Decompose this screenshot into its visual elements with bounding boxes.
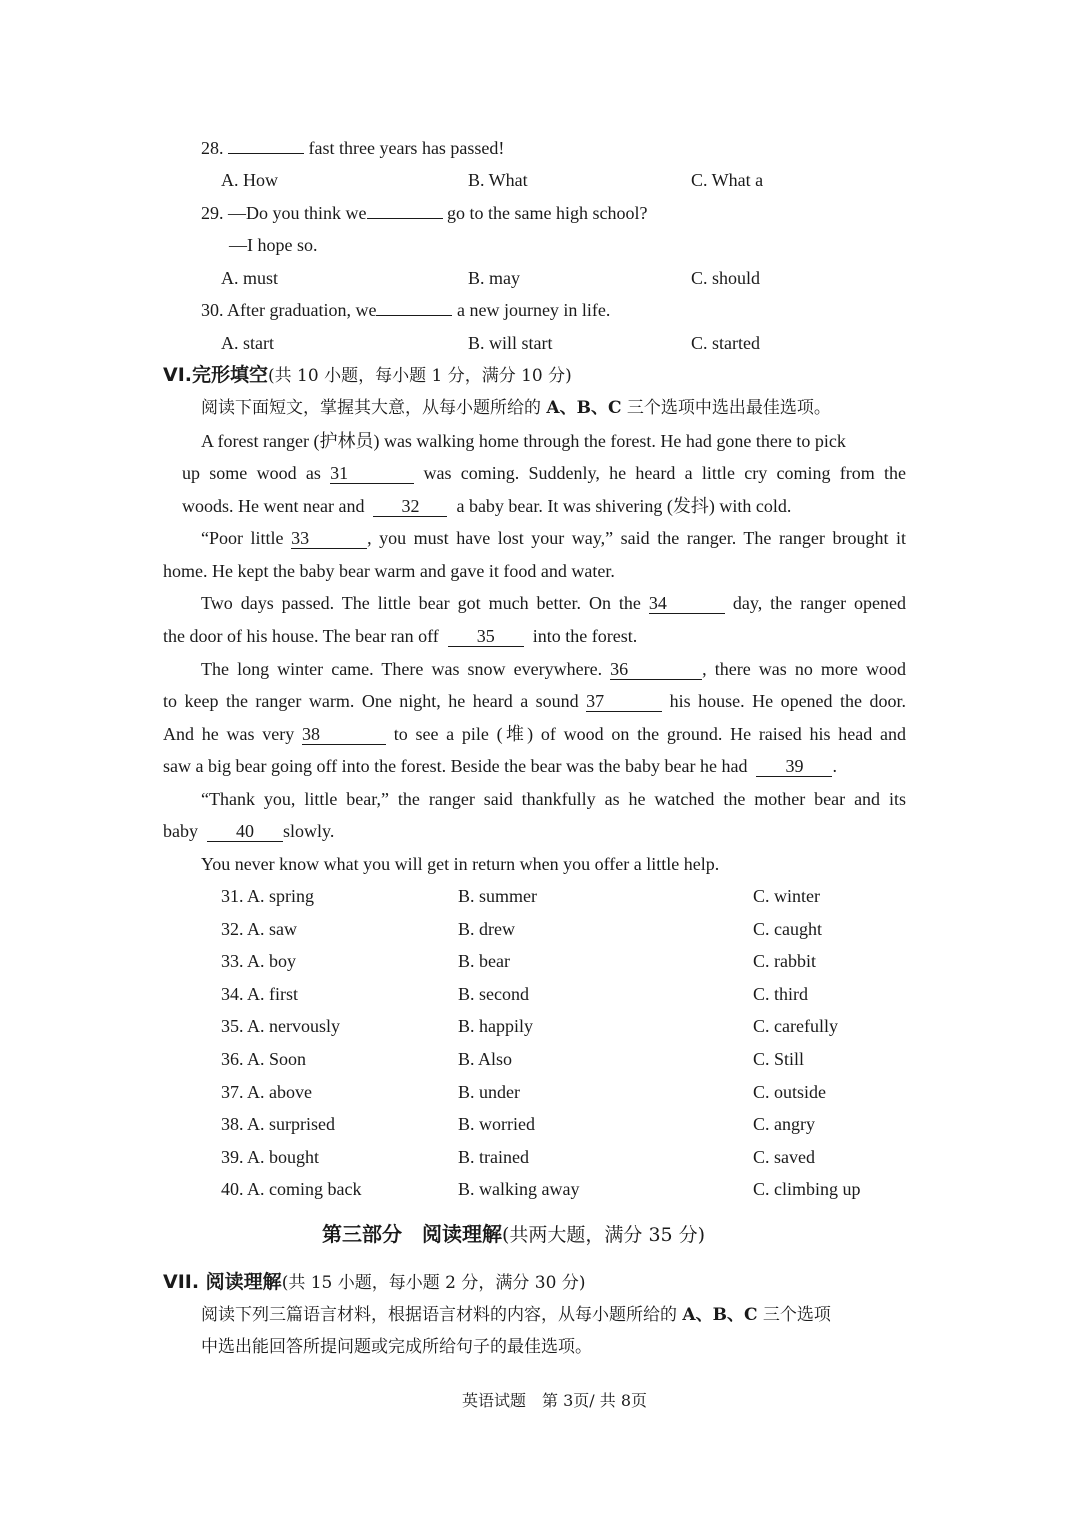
- option-b: B. worried: [458, 1114, 535, 1135]
- passage-text: baby: [163, 821, 198, 841]
- question-stem: go to the same high school?: [447, 203, 648, 223]
- passage-text: The long winter came. There was snow everywhere.: [201, 659, 603, 679]
- option-b: B. summer: [458, 886, 537, 906]
- question-28: [201, 136, 504, 160]
- passage-text: day, the ranger opened: [732, 593, 907, 613]
- passage-text: to see a pile (堆) of wood on the ground. He raised his head and: [393, 724, 907, 744]
- passage-line: [163, 689, 906, 713]
- passage-text: woods. He went near and: [182, 496, 365, 516]
- passage-text: up some wood as: [182, 463, 321, 483]
- option-a: A. must: [221, 268, 279, 288]
- passage-text: into the forest.: [532, 626, 638, 646]
- passage-text: “Poor little: [201, 528, 284, 548]
- passage-line: [182, 461, 906, 485]
- option-c: C. rabbit: [753, 951, 816, 972]
- option-a: 34. A. first: [221, 983, 299, 1004]
- option-c: C. climbing up: [753, 1179, 861, 1200]
- instruction-text: 阅读下列三篇语言材料，根据语言材料的内容，从每小题所给的: [201, 1305, 683, 1325]
- option-c: C. started: [691, 333, 760, 353]
- instruction-text: 阅读下面短文，掌握其大意，从每小题所给的: [201, 398, 547, 418]
- instruction-text: 三个选项中选出最佳选项。: [621, 398, 831, 418]
- cloze-blank: 31: [330, 463, 414, 484]
- option-a: 35. A. nervously: [221, 1016, 340, 1037]
- passage-text: was coming. Suddenly, he heard a little cry coming from the: [423, 463, 907, 483]
- option-a: A. How: [221, 170, 278, 190]
- passage-line: home. He kept the baby bear warm and gave it food and water.: [163, 561, 615, 581]
- passage-text: a baby bear. It was shivering (发抖) with cold.: [456, 496, 792, 516]
- dialogue-reply: —I hope so.: [229, 235, 318, 255]
- passage-line: A forest ranger (护林员) was walking home through the forest. He had gone there to pick: [201, 431, 846, 451]
- section-title: VI.完形填空: [163, 364, 268, 386]
- passage-text: his house. He opened the door.: [669, 691, 906, 711]
- option-b: B. may: [468, 268, 520, 288]
- option-b: B. happily: [458, 1016, 533, 1037]
- cloze-blank: 38: [302, 724, 386, 745]
- option-b: B. Also: [458, 1049, 513, 1069]
- option-c: C. third: [753, 983, 809, 1004]
- option-b: B. drew: [458, 918, 515, 939]
- passage-line: [201, 526, 906, 550]
- question-stem: After graduation, we: [227, 300, 377, 320]
- section-meta: (共 10 小题，每小题 1 分，满分 10 分): [268, 366, 572, 386]
- option-a: 33. A. boy: [221, 951, 297, 972]
- passage-line: [163, 819, 334, 843]
- cloze-blank: 35: [448, 626, 524, 647]
- section-title: VII. 阅读理解: [163, 1271, 282, 1293]
- option-b: B. walking away: [458, 1179, 580, 1200]
- answer-blank: [367, 218, 443, 219]
- option-a: 40. A. coming back: [221, 1179, 362, 1200]
- passage-text: the door of his house. The bear ran off: [163, 626, 439, 646]
- part-title: 第三部分 阅读理解: [322, 1222, 502, 1246]
- part-meta: (共两大题，满分 35 分): [502, 1224, 706, 1246]
- passage-line: [182, 494, 791, 518]
- section-6-heading: [163, 363, 572, 388]
- passage-text: Two days passed. The little bear got much better. On the: [201, 593, 641, 613]
- cloze-blank: 40: [207, 821, 283, 842]
- option-c: C. carefully: [753, 1016, 838, 1037]
- passage-line: You never know what you will get in return when you offer a little help.: [201, 854, 720, 874]
- option-b: B. bear: [458, 951, 510, 972]
- option-a: A. start: [221, 333, 274, 353]
- option-c: C. winter: [753, 886, 820, 906]
- section-7-heading: [163, 1270, 585, 1295]
- cloze-blank: 32: [373, 496, 447, 517]
- answer-blank: [376, 315, 452, 316]
- passage-line: “Thank you, little bear,” the ranger said thankfully as he watched the mother bear and its: [201, 789, 906, 809]
- passage-line: [163, 722, 906, 746]
- cloze-blank: 39: [756, 756, 832, 777]
- cloze-blank: 34: [649, 593, 725, 614]
- passage-text: And he was very: [163, 724, 295, 744]
- option-b: B. will start: [468, 333, 553, 353]
- answer-blank: [228, 153, 304, 154]
- cloze-blank: 33: [291, 528, 367, 549]
- option-b: B. trained: [458, 1146, 529, 1167]
- question-stem: a new journey in life.: [456, 300, 611, 320]
- option-c: C. caught: [753, 918, 822, 939]
- passage-line: [201, 591, 906, 615]
- page-footer: 英语试题 第 3页/ 共 8页: [462, 1391, 648, 1410]
- cloze-blank: 37: [586, 691, 662, 712]
- passage-line: [163, 754, 837, 778]
- option-a: 37. A. above: [221, 1081, 312, 1102]
- section-7-instruction: [201, 1303, 831, 1327]
- option-a: 39. A. bought: [221, 1146, 320, 1167]
- option-a: 36. A. Soon: [221, 1049, 307, 1069]
- passage-text: to keep the ranger warm. One night, he heard a sound: [163, 691, 579, 711]
- option-b: B. under: [458, 1081, 520, 1102]
- passage-text: .: [832, 756, 837, 776]
- instruction-options: A、B、C: [682, 1305, 758, 1325]
- question-number: 29.: [201, 203, 224, 223]
- option-c: C. should: [691, 268, 761, 288]
- passage-text: slowly.: [283, 821, 335, 841]
- option-b: B. What: [468, 170, 528, 190]
- option-c: C. saved: [753, 1146, 815, 1167]
- option-a: 31. A. spring: [221, 886, 315, 906]
- question-number: 30.: [201, 300, 224, 320]
- passage-text: , you must have lost your way,” said the ranger. The ranger brought it: [367, 528, 906, 548]
- passage-text: saw a big bear going off into the forest. Beside the bear was the baby bear he had: [163, 756, 748, 776]
- option-b: B. second: [458, 983, 529, 1004]
- instruction-options: A、B、C: [546, 398, 622, 418]
- question-stem: —Do you think we: [228, 203, 367, 223]
- option-c: C. Still: [753, 1049, 805, 1069]
- question-29: [201, 201, 647, 225]
- section-7-instruction-cont: 中选出能回答所提问题或完成所给句子的最佳选项。: [201, 1337, 592, 1357]
- passage-line: [163, 624, 637, 648]
- passage-text: , there was no more wood: [702, 659, 906, 679]
- question-stem: fast three years has passed!: [308, 138, 505, 158]
- section-6-instruction: [201, 396, 831, 420]
- option-a: 32. A. saw: [221, 918, 297, 939]
- option-c: C. What a: [691, 170, 764, 190]
- question-30: [201, 298, 610, 322]
- passage-line: [201, 657, 906, 681]
- option-a: 38. A. surprised: [221, 1114, 335, 1135]
- cloze-blank: 36: [610, 659, 702, 680]
- part-3-heading: [322, 1222, 705, 1247]
- instruction-text: 三个选项: [757, 1305, 831, 1325]
- section-meta: (共 15 小题，每小题 2 分，满分 30 分): [281, 1273, 586, 1293]
- question-number: 28.: [201, 138, 224, 158]
- option-c: C. outside: [753, 1081, 827, 1102]
- option-c: C. angry: [753, 1114, 815, 1135]
